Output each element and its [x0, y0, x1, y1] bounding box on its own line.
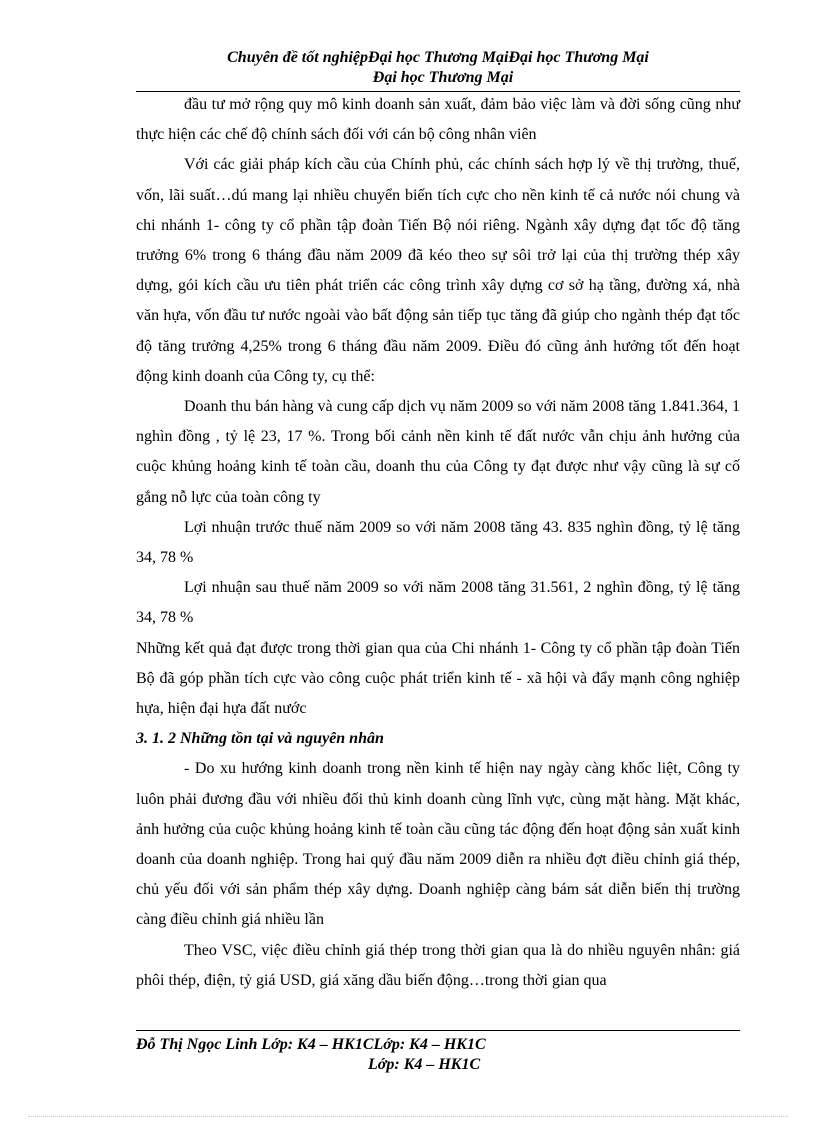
- paragraph-3: Doanh thu bán hàng và cung cấp dịch vụ năm 2009 so với năm 2008 tăng 1.841.364, 1 nghìn đồng , tỷ lệ 23, 17 %. Trong bối cảnh nền kinh tế đất nước vẫn chịu ảnh hưởng của cuộc khủng hoảng kinh tế toàn cầu, doanh thu của Công ty đạt được như vậy cũng là sự cố gắng nỗ lực của toàn công ty: [136, 398, 740, 506]
- paragraph-5: Lợi nhuận sau thuế năm 2009 so với năm 2008 tăng 31.561, 2 nghìn đồng, tỷ lệ tăng 34, 78 %: [136, 579, 740, 627]
- footer-author: Đỗ Thị Ngọc Linh Lớp: K4 – HK1CLớp: K4 – HK1C: [136, 1036, 486, 1053]
- paragraph-2: Với các giải pháp kích cầu của Chính phủ, các chính sách hợp lý về thị trường, thuế, vốn, lãi suất…dú mang lại nhiều chuyển biến tích cực cho nền kinh tế cả nước nói chung và chi nhánh 1- công ty cổ phần tập đoàn Tiến Bộ nói riêng. Ngành xây dựng đạt tốc độ tăng trưởng 6% trong 6 tháng đầu năm 2009 đã kéo theo sự sôi trở lại của thị trường thép xây dựng, gói kích cầu ưu tiên phát triển các công trình xây dựng cơ sở hạ tầng, đường xá, nhà văn hựa, vốn đầu tư nước ngoài vào bất động sản tiếp tục tăng đã giúp cho ngành thép đạt tốc độ tăng trưởng 4,25% trong 6 tháng đầu năm 2009. Điều đó cũng ảnh hưởng tốt đến hoạt động kinh doanh của Công ty, cụ thể:: [136, 156, 740, 385]
- paragraph-1: đầu tư mở rộng quy mô kinh doanh sản xuất, đảm bảo việc làm và đời sống cũng như thực hiện các chế độ chính sách đối với cán bộ công nhân viên: [136, 96, 740, 144]
- header-subtitle: Đại học Thương Mại: [372, 69, 514, 86]
- footer-class: Lớp: K4 – HK1C: [368, 1056, 481, 1073]
- paragraph-4: Lợi nhuận trước thuế năm 2009 so với năm 2008 tăng 43. 835 nghìn đồng, tỷ lệ tăng 34, 78 %: [136, 518, 740, 567]
- page-header: [136, 48, 740, 92]
- paragraph-8: Theo VSC, việc điều chỉnh giá thép trong thời gian qua là do nhiều nguyên nhân: giá phôi thép, điện, tỷ giá USD, giá xăng dầu biến động…trong thời gian qua: [136, 941, 740, 989]
- paragraph-6: Những kết quả đạt được trong thời gian qua của Chi nhánh 1- Công ty cổ phần tập đoàn Tiến Bộ đã góp phần tích cực vào công cuộc phát triển kinh tế - xã hội và đẩy mạnh công nghiệp hựa, hiện đại hựa đất nước: [136, 639, 740, 718]
- page-edge-divider: [28, 1116, 788, 1117]
- paragraph-7: - Do xu hướng kinh doanh trong nền kinh tế hiện nay ngày càng khốc liệt, Công ty luôn phải đương đầu với nhiều đối thủ kinh doanh cùng lĩnh vực, cùng mặt hàng. Mặt khác, ảnh hưởng của cuộc khủng hoảng kinh tế toàn cầu cũng tác động đến hoạt động sản xuất kinh doanh của doanh nghiệp. Trong hai quý đầu năm 2009 diễn ra nhiều đợt điều chỉnh giá thép, chủ yếu đối với sản phẩm thép xây dựng. Doanh nghiệp càng bám sát diễn biến thị trường càng điều chỉnh giá nhiều lần: [136, 760, 740, 929]
- document-body: [136, 90, 740, 996]
- page-footer: [136, 1030, 740, 1075]
- section-heading: 3. 1. 2 Những tồn tại và nguyên nhân: [136, 730, 384, 748]
- header-title: Chuyên đề tốt nghiệpĐại học Thương MạiĐại học Thương Mại: [227, 49, 649, 66]
